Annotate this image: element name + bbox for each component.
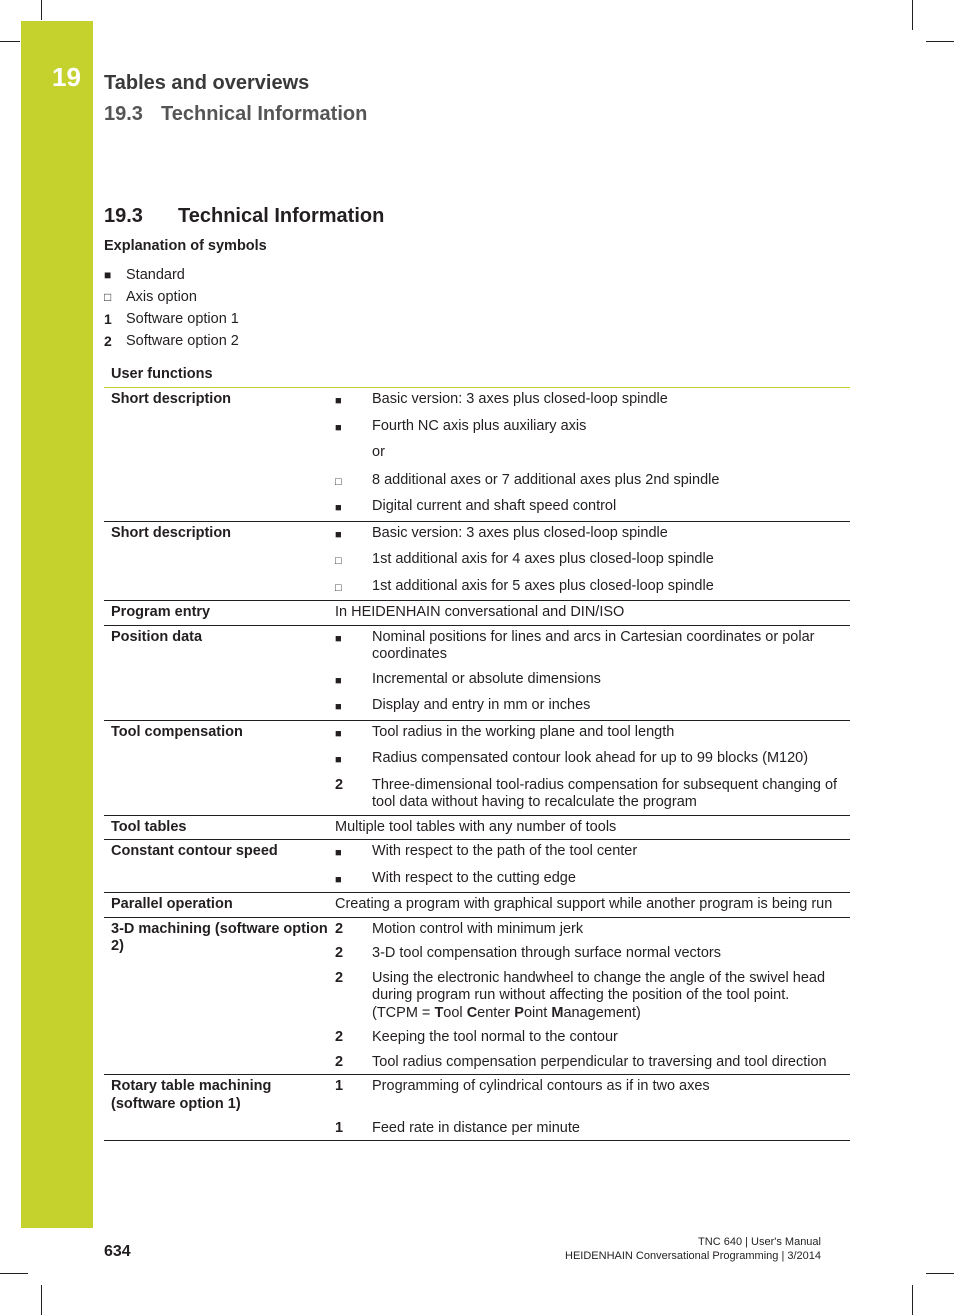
- tcpm-oint: oint: [523, 1004, 552, 1021]
- list-item: [335, 525, 838, 545]
- row-label: Program entry: [111, 604, 211, 620]
- row-text: Multiple tool tables with any number of tools: [335, 818, 617, 835]
- row-label: Tool compensation: [111, 723, 243, 740]
- crop-mark: [0, 41, 20, 42]
- running-header-section: [104, 103, 367, 126]
- item-text: 1st additional axis for 4 axes plus closed-loop spindle: [372, 551, 714, 567]
- option-1-symbol: 1: [104, 311, 112, 327]
- row-label: Short description: [111, 524, 232, 541]
- legend-item-label: Software option 2: [126, 333, 239, 349]
- list-item: [335, 472, 838, 492]
- option-2-symbol: 2: [335, 920, 344, 937]
- symbol-legend: [104, 264, 239, 352]
- filled-square-icon: ■: [335, 674, 342, 687]
- option-1-symbol: 1: [335, 1078, 344, 1094]
- filled-square-icon: ■: [335, 754, 342, 766]
- row-label: Rotary table machining (software option 1): [111, 1078, 272, 1112]
- list-item: [335, 578, 838, 598]
- list-item: [335, 843, 838, 863]
- running-header-chapter-title: Tables and overviews: [104, 72, 310, 94]
- row-label: Constant contour speed: [111, 843, 278, 859]
- item-text: With respect to the cutting edge: [372, 869, 576, 886]
- list-item: [335, 551, 838, 571]
- row-text: In HEIDENHAIN conversational and DIN/ISO: [335, 604, 625, 620]
- filled-square-icon: ■: [335, 502, 342, 514]
- legend-item: [104, 286, 239, 308]
- row-content: [335, 840, 850, 892]
- legend-item: [104, 264, 239, 286]
- item-text: Basic version: 3 axes plus closed-loop spindle: [372, 524, 668, 541]
- empty-square-icon: □: [335, 555, 342, 567]
- tcpm-enter: enter: [477, 1004, 515, 1021]
- row-content: [335, 893, 850, 917]
- table-header: User functions: [104, 362, 850, 388]
- list-item: [335, 921, 838, 939]
- item-text: Radius compensated contour look ahead for up to 99 blocks (M120): [372, 750, 809, 766]
- empty-square-icon: □: [335, 581, 342, 594]
- tcpm-letter-m: M: [551, 1004, 564, 1021]
- item-text: Digital current and shaft speed control: [372, 498, 617, 514]
- list-item: [335, 724, 838, 744]
- row-content: [335, 816, 850, 840]
- option-2-symbol: 2: [335, 969, 344, 986]
- option-2-symbol: 2: [335, 1053, 344, 1070]
- section-heading-number: 19.3: [104, 205, 143, 227]
- list-item: [335, 970, 838, 1023]
- filled-square-icon: ■: [335, 528, 342, 541]
- row-label: Position data: [111, 628, 203, 645]
- tcpm-letter-t: T: [434, 1004, 444, 1021]
- tcpm-ool: ool: [443, 1004, 467, 1021]
- list-item: [335, 777, 838, 812]
- item-text: Using the electronic handwheel to change the angle of the swivel head during program run without affecting the position of the tool point.: [372, 969, 826, 1003]
- item-text: Fourth NC axis plus auxiliary axis: [372, 417, 587, 434]
- page-number: 634: [104, 1243, 131, 1260]
- table-row: [104, 1075, 850, 1141]
- table-row: [104, 601, 850, 626]
- row-content: [335, 918, 850, 1075]
- table-row: [104, 626, 850, 721]
- running-header-section-number: 19.3: [104, 103, 143, 125]
- list-item: [335, 418, 838, 438]
- item-text: Tool radius compensation perpendicular to traversing and tool direction: [372, 1053, 827, 1070]
- legend-item-label: Standard: [126, 267, 185, 283]
- row-label: Tool tables: [111, 818, 187, 835]
- row-text: Creating a program with graphical support while another program is being run: [335, 896, 833, 912]
- crop-mark: [0, 1273, 28, 1274]
- row-content: [335, 601, 850, 625]
- list-item: [335, 1054, 838, 1072]
- tcpm-letter-p: P: [514, 1004, 524, 1021]
- tcpm-text: [372, 1005, 641, 1021]
- item-text: Three-dimensional tool-radius compensation for subsequent changing of tool data without having to recalculate the program: [372, 776, 838, 810]
- filled-square-icon: ■: [335, 727, 342, 740]
- filled-square-icon: ■: [335, 847, 342, 859]
- item-text: Feed rate in distance per minute: [372, 1119, 580, 1136]
- section-heading: [104, 205, 384, 228]
- empty-square-icon: □: [335, 475, 342, 488]
- or-text: or: [372, 444, 385, 460]
- row-content: [335, 721, 850, 815]
- list-item: [335, 945, 838, 963]
- list-item: [335, 629, 838, 664]
- legend-item-label: Software option 1: [126, 311, 239, 327]
- filled-square-icon: ■: [104, 268, 112, 282]
- table-row: [104, 816, 850, 841]
- option-2-symbol: 2: [335, 1029, 344, 1045]
- option-2-symbol: 2: [104, 333, 112, 349]
- list-item: [335, 697, 838, 717]
- item-text-block: [372, 970, 838, 1023]
- empty-square-icon: □: [104, 290, 112, 304]
- running-header-section-title: Technical Information: [161, 103, 368, 125]
- legend-title: Explanation of symbols: [104, 238, 267, 254]
- table-row: [104, 388, 850, 522]
- item-text: 1st additional axis for 5 axes plus closed-loop spindle: [372, 577, 714, 594]
- section-heading-title: Technical Information: [178, 205, 385, 227]
- list-item: [335, 391, 838, 411]
- table-row: [104, 522, 850, 602]
- list-item: [335, 498, 838, 518]
- legend-item: [104, 330, 239, 352]
- item-text: Incremental or absolute dimensions: [372, 670, 601, 687]
- list-item: [335, 750, 838, 770]
- option-2-symbol: 2: [335, 776, 344, 793]
- footer-line-manual: TNC 640 | User's Manual: [698, 1236, 821, 1248]
- row-content: [335, 388, 850, 521]
- tcpm-anagement: anagement): [563, 1004, 641, 1021]
- crop-mark: [41, 0, 42, 20]
- legend-item: [104, 308, 239, 330]
- filled-square-icon: ■: [335, 701, 342, 713]
- option-2-symbol: 2: [335, 945, 344, 961]
- option-1-symbol: 1: [335, 1119, 344, 1136]
- item-text: Nominal positions for lines and arcs in Cartesian coordinates or polar coordinates: [372, 628, 815, 662]
- item-text: With respect to the path of the tool center: [372, 843, 638, 859]
- row-content: [335, 626, 850, 720]
- item-text: 8 additional axes or 7 additional axes plus 2nd spindle: [372, 471, 720, 488]
- crop-mark: [41, 1285, 42, 1315]
- table-row: [104, 893, 850, 918]
- crop-mark: [912, 0, 913, 30]
- item-text: 3-D tool compensation through surface normal vectors: [372, 945, 721, 961]
- tcpm-letter-c: C: [466, 1004, 478, 1021]
- list-item: [335, 1120, 838, 1138]
- list-item: [335, 1029, 838, 1047]
- user-functions-table: [104, 362, 850, 1141]
- table-row: [104, 918, 850, 1076]
- row-label: Parallel operation: [111, 896, 233, 912]
- crop-mark: [926, 1273, 954, 1274]
- table-row: [104, 840, 850, 893]
- item-text: Display and entry in mm or inches: [372, 697, 591, 713]
- item-text: Basic version: 3 axes plus closed-loop spindle: [372, 391, 668, 407]
- item-text: Keeping the tool normal to the contour: [372, 1029, 618, 1045]
- list-item: [335, 870, 838, 890]
- item-text: Programming of cylindrical contours as if in two axes: [372, 1078, 710, 1094]
- crop-mark: [926, 41, 954, 42]
- row-content: [335, 1075, 850, 1140]
- filled-square-icon: ■: [335, 632, 342, 645]
- footer-line-edition: HEIDENHAIN Conversational Programming | 3/2014: [565, 1250, 821, 1262]
- table-row: [104, 721, 850, 816]
- row-label: 3-D machining (software option 2): [111, 920, 328, 954]
- filled-square-icon: ■: [335, 873, 342, 886]
- crop-mark: [912, 1285, 913, 1315]
- item-text: Tool radius in the working plane and tool length: [372, 723, 675, 740]
- row-content: [335, 522, 850, 601]
- legend-item-label: Axis option: [126, 289, 197, 305]
- tcpm-open: (TCPM =: [372, 1004, 435, 1021]
- filled-square-icon: ■: [335, 395, 342, 407]
- list-item: [335, 671, 838, 691]
- chapter-sidebar: [21, 21, 93, 1228]
- item-text: Motion control with minimum jerk: [372, 920, 584, 937]
- list-item: [335, 1078, 838, 1096]
- chapter-number: 19: [52, 62, 81, 92]
- page-footer: [565, 1235, 821, 1263]
- filled-square-icon: ■: [335, 421, 342, 434]
- row-label: Short description: [111, 391, 232, 407]
